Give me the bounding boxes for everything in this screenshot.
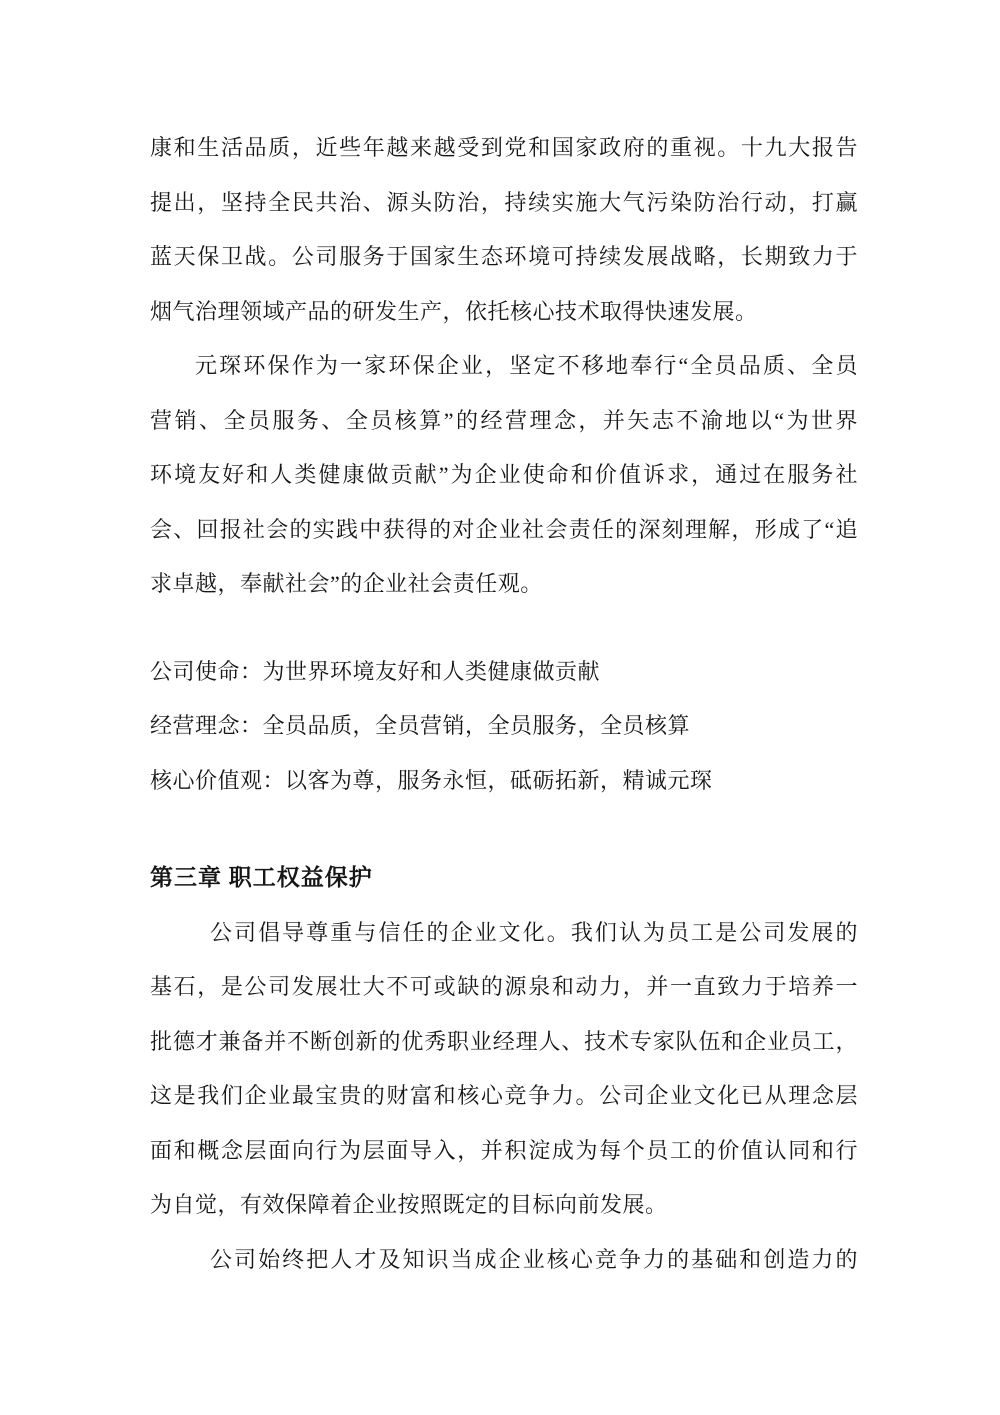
- text-line: 求卓越，奉献社会”的企业社会责任观。: [150, 571, 543, 596]
- page-content: [150, 121, 858, 1287]
- text-line: 元琛环保作为一家环保企业，坚定不移地奉行“全员品质、全员: [195, 353, 858, 378]
- blank-line: [150, 612, 858, 645]
- blank-line: [150, 808, 858, 851]
- mission-line: 公司使命：为世界环境友好和人类健康做贡献: [150, 658, 601, 684]
- text-line: 烟气治理领域产品的研发生产，依托核心技术取得快速发展。: [150, 298, 758, 324]
- chapter-heading: 第三章 职工权益保护: [150, 865, 373, 890]
- text-line: 面和概念层面向行为层面导入，并积淀成为每个员工的价值认同和行: [150, 1137, 858, 1163]
- text-line: 会、回报社会的实践中获得的对企业社会责任的深刻理解，形成了“追: [150, 516, 858, 542]
- text-line: 蓝天保卫战。公司服务于国家生态环境可持续发展战略，长期致力于: [150, 244, 858, 269]
- text-line: 批德才兼备并不断创新的优秀职业经理人、技术专家队伍和企业员工，: [150, 1028, 858, 1054]
- values-list: [150, 645, 858, 809]
- philosophy-line: 经营理念：全员品质，全员营销，全员服务，全员核算: [150, 713, 691, 738]
- paragraph-talent: [150, 1233, 858, 1288]
- text-line: 环境友好和人类健康做贡献”为企业使命和价值诉求，通过在服务社: [150, 462, 858, 487]
- text-line: 基石，是公司发展壮大不可或缺的源泉和动力，并一直致力于培养一: [150, 974, 858, 999]
- paragraph-company-philosophy: [150, 339, 858, 612]
- text-line: 公司倡导尊重与信任的企业文化。我们认为员工是公司发展的: [210, 919, 858, 945]
- text-line: 康和生活品质，近些年越来越受到党和国家政府的重视。十九大报告: [150, 135, 858, 160]
- core-values-line: 核心价值观：以客为尊，服务永恒，砥砺拓新，精诚元琛: [150, 767, 713, 793]
- text-line: 公司始终把人才及知识当成企业核心竞争力的基础和创造力的: [210, 1246, 858, 1272]
- paragraph-intro: [150, 121, 858, 339]
- text-line: 营销、全员服务、全员核算”的经营理念，并矢志不渝地以“为世界: [150, 407, 858, 433]
- paragraph-corporate-culture: [150, 906, 858, 1233]
- text-line: 提出，坚持全民共治、源头防治，持续实施大气污染防治行动，打赢: [150, 189, 858, 215]
- text-line: 为自觉，有效保障着企业按照既定的目标向前发展。: [150, 1192, 668, 1217]
- text-line: 这是我们企业最宝贵的财富和核心竞争力。公司企业文化已从理念层: [150, 1083, 858, 1108]
